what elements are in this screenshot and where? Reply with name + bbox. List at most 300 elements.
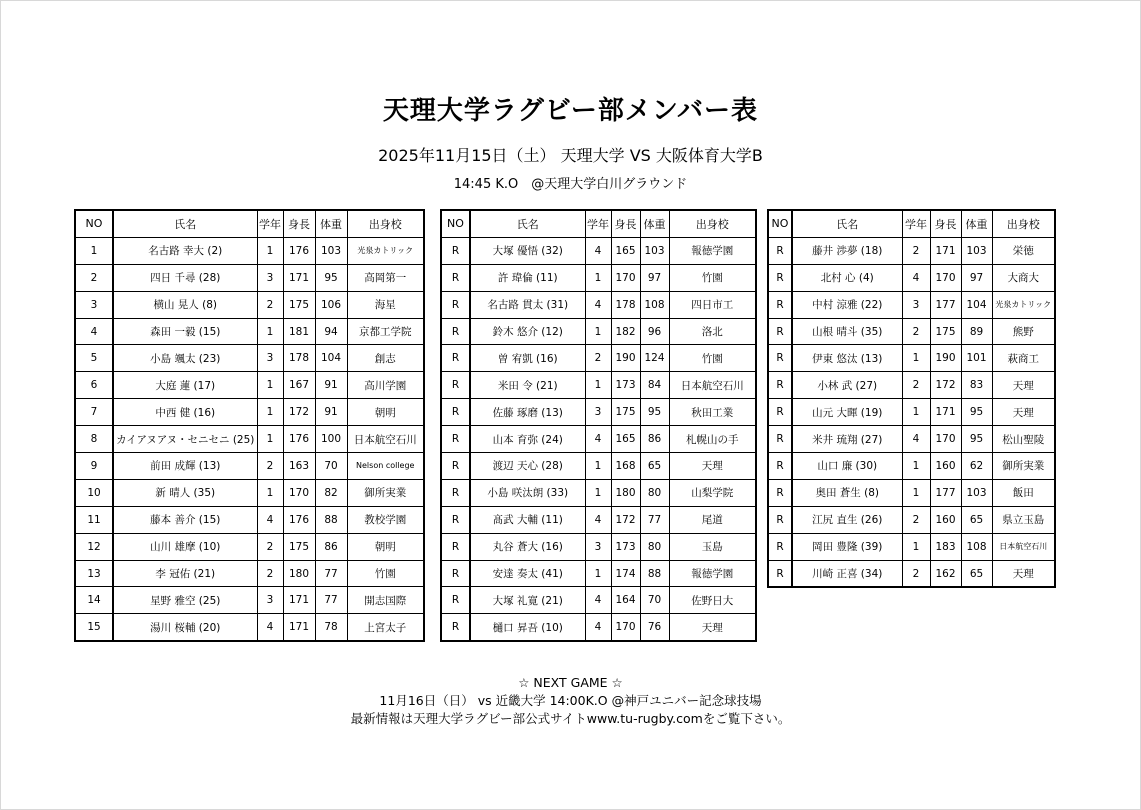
cell-grade: 2 (257, 453, 283, 480)
cell-height: 177 (930, 479, 961, 506)
cell-name: 名古路 貫太 (31) (470, 291, 585, 318)
cell-name: 伊東 悠汰 (13) (792, 345, 902, 372)
cell-grade: 3 (585, 399, 611, 426)
cell-school: 日本航空石川 (347, 426, 424, 453)
cell-no: 14 (75, 587, 113, 614)
cell-school: 大商大 (992, 264, 1055, 291)
cell-height: 176 (283, 506, 315, 533)
cell-name: 小島 咲汰朗 (33) (470, 479, 585, 506)
header-weight: 体重 (315, 210, 347, 237)
cell-weight: 83 (961, 372, 992, 399)
table-row (768, 399, 1055, 426)
cell-name: 小島 颯太 (23) (113, 345, 257, 372)
cell-weight: 106 (315, 291, 347, 318)
table-row (768, 479, 1055, 506)
cell-grade: 1 (902, 399, 930, 426)
cell-height: 171 (930, 399, 961, 426)
header-school: 出身校 (669, 210, 756, 237)
cell-height: 172 (283, 399, 315, 426)
cell-height: 173 (611, 533, 640, 560)
next-game-label: ☆ NEXT GAME ☆ (518, 675, 623, 690)
table-row (441, 614, 756, 641)
cell-school: 天理 (992, 399, 1055, 426)
cell-name: 山口 廉 (30) (792, 453, 902, 480)
cell-no: R (441, 560, 470, 587)
cell-grade: 1 (585, 372, 611, 399)
cell-school: 栄徳 (992, 237, 1055, 264)
cell-weight: 124 (640, 345, 669, 372)
cell-name: 佐藤 琢磨 (13) (470, 399, 585, 426)
cell-grade: 4 (585, 506, 611, 533)
cell-height: 178 (283, 345, 315, 372)
cell-school: 御所実業 (992, 453, 1055, 480)
table-row (75, 479, 424, 506)
header-weight: 体重 (640, 210, 669, 237)
cell-weight: 97 (640, 264, 669, 291)
table-row (75, 426, 424, 453)
cell-grade: 1 (257, 479, 283, 506)
cell-school: 朝明 (347, 533, 424, 560)
cell-grade: 1 (257, 426, 283, 453)
cell-school: 竹園 (669, 345, 756, 372)
cell-height: 170 (930, 264, 961, 291)
cell-grade: 1 (257, 318, 283, 345)
cell-school: 高岡第一 (347, 264, 424, 291)
cell-no: R (768, 372, 792, 399)
cell-no: R (768, 345, 792, 372)
cell-no: 5 (75, 345, 113, 372)
cell-school: 光泉カトリック (347, 237, 424, 264)
cell-weight: 86 (640, 426, 669, 453)
cell-grade: 3 (257, 587, 283, 614)
header-height: 身長 (611, 210, 640, 237)
cell-no: 13 (75, 560, 113, 587)
next-game-info: 11月16日（日） vs 近畿大学 14:00K.O @神戸ユニバー記念球技場 (379, 693, 762, 708)
cell-height: 171 (930, 237, 961, 264)
table-row (441, 587, 756, 614)
table-row (75, 237, 424, 264)
cell-no: 9 (75, 453, 113, 480)
cell-school: 佐野日大 (669, 587, 756, 614)
cell-name: 米田 令 (21) (470, 372, 585, 399)
cell-name: 岡田 豊隆 (39) (792, 533, 902, 560)
cell-grade: 2 (585, 345, 611, 372)
cell-grade: 2 (902, 506, 930, 533)
cell-weight: 89 (961, 318, 992, 345)
cell-no: R (768, 291, 792, 318)
cell-school: 日本航空石川 (992, 533, 1055, 560)
cell-school: 竹園 (669, 264, 756, 291)
cell-grade: 4 (585, 237, 611, 264)
cell-grade: 1 (902, 479, 930, 506)
cell-height: 165 (611, 237, 640, 264)
cell-height: 170 (930, 426, 961, 453)
cell-no: R (768, 560, 792, 587)
cell-grade: 4 (585, 291, 611, 318)
footer (0, 674, 1141, 728)
cell-school: 光泉カトリック (992, 291, 1055, 318)
table-row (441, 264, 756, 291)
table-row (768, 345, 1055, 372)
header-weight: 体重 (961, 210, 992, 237)
cell-height: 180 (611, 479, 640, 506)
cell-weight: 95 (961, 399, 992, 426)
table-row (75, 399, 424, 426)
cell-weight: 77 (315, 560, 347, 587)
cell-weight: 82 (315, 479, 347, 506)
cell-height: 170 (283, 479, 315, 506)
cell-weight: 65 (640, 453, 669, 480)
table-row (75, 587, 424, 614)
table-row (768, 318, 1055, 345)
cell-grade: 4 (257, 614, 283, 641)
cell-weight: 65 (961, 560, 992, 587)
cell-height: 181 (283, 318, 315, 345)
cell-height: 183 (930, 533, 961, 560)
cell-height: 177 (930, 291, 961, 318)
cell-height: 190 (930, 345, 961, 372)
cell-height: 175 (283, 291, 315, 318)
table-row (768, 533, 1055, 560)
site-info: 最新情報は天理大学ラグビー部公式サイトwww.tu-rugby.comをご覧下さい。 (350, 711, 791, 726)
cell-weight: 70 (640, 587, 669, 614)
cell-no: 7 (75, 399, 113, 426)
cell-school: 県立玉島 (992, 506, 1055, 533)
cell-no: 12 (75, 533, 113, 560)
cell-height: 176 (283, 237, 315, 264)
cell-school: 上宮太子 (347, 614, 424, 641)
cell-name: 奥田 蒼生 (8) (792, 479, 902, 506)
cell-grade: 1 (902, 453, 930, 480)
table-row (768, 426, 1055, 453)
cell-no: R (441, 479, 470, 506)
cell-name: 川崎 正喜 (34) (792, 560, 902, 587)
cell-weight: 91 (315, 372, 347, 399)
table-row (75, 506, 424, 533)
cell-name: 山元 大暉 (19) (792, 399, 902, 426)
cell-weight: 70 (315, 453, 347, 480)
table-row (75, 372, 424, 399)
cell-name: 森田 一毅 (15) (113, 318, 257, 345)
cell-height: 178 (611, 291, 640, 318)
cell-name: 丸谷 蒼大 (16) (470, 533, 585, 560)
cell-height: 172 (930, 372, 961, 399)
cell-grade: 1 (585, 560, 611, 587)
cell-school: 京都工学院 (347, 318, 424, 345)
cell-grade: 1 (902, 533, 930, 560)
table-row (768, 560, 1055, 587)
table-row (441, 318, 756, 345)
cell-no: R (441, 345, 470, 372)
cell-name: 山本 育弥 (24) (470, 426, 585, 453)
table-row (441, 372, 756, 399)
cell-school: 報徳学園 (669, 237, 756, 264)
cell-no: 15 (75, 614, 113, 641)
cell-name: 江尻 直生 (26) (792, 506, 902, 533)
cell-grade: 1 (257, 237, 283, 264)
cell-weight: 88 (315, 506, 347, 533)
cell-no: R (441, 264, 470, 291)
cell-grade: 3 (257, 264, 283, 291)
cell-name: 前田 成輝 (13) (113, 453, 257, 480)
header-grade: 学年 (257, 210, 283, 237)
cell-height: 175 (930, 318, 961, 345)
header-no: NO (75, 210, 113, 237)
table-row (441, 345, 756, 372)
cell-grade: 2 (902, 560, 930, 587)
cell-name: 山川 雄摩 (10) (113, 533, 257, 560)
cell-weight: 104 (961, 291, 992, 318)
cell-no: R (441, 372, 470, 399)
cell-weight: 80 (640, 479, 669, 506)
header-name: 氏名 (792, 210, 902, 237)
cell-no: R (768, 318, 792, 345)
cell-name: 藤本 善介 (15) (113, 506, 257, 533)
cell-weight: 108 (961, 533, 992, 560)
cell-no: R (441, 237, 470, 264)
table-row (768, 264, 1055, 291)
cell-height: 167 (283, 372, 315, 399)
cell-school: 報徳学園 (669, 560, 756, 587)
cell-grade: 2 (257, 291, 283, 318)
cell-weight: 97 (961, 264, 992, 291)
cell-weight: 91 (315, 399, 347, 426)
table-row (441, 237, 756, 264)
page-title: 天理大学ラグビー部メンバー表 (382, 96, 759, 126)
cell-height: 173 (611, 372, 640, 399)
table-row (768, 372, 1055, 399)
cell-school: 天理 (992, 372, 1055, 399)
cell-name: 許 瑋倫 (11) (470, 264, 585, 291)
cell-grade: 4 (585, 614, 611, 641)
cell-height: 182 (611, 318, 640, 345)
cell-name: 山根 晴斗 (35) (792, 318, 902, 345)
cell-school: 朝明 (347, 399, 424, 426)
cell-school: 日本航空石川 (669, 372, 756, 399)
cell-weight: 95 (640, 399, 669, 426)
cell-school: 尾道 (669, 506, 756, 533)
table-row (768, 291, 1055, 318)
cell-height: 162 (930, 560, 961, 587)
cell-school: 御所実業 (347, 479, 424, 506)
table-row (75, 453, 424, 480)
cell-no: 10 (75, 479, 113, 506)
cell-name: 中西 健 (16) (113, 399, 257, 426)
header-no: NO (441, 210, 470, 237)
cell-school: 四日市工 (669, 291, 756, 318)
cell-no: R (441, 453, 470, 480)
cell-height: 171 (283, 614, 315, 641)
cell-height: 174 (611, 560, 640, 587)
table-row (441, 399, 756, 426)
cell-no: R (768, 426, 792, 453)
cell-school: 天理 (669, 614, 756, 641)
cell-weight: 101 (961, 345, 992, 372)
cell-weight: 103 (315, 237, 347, 264)
cell-grade: 1 (902, 345, 930, 372)
cell-name: 北村 心 (4) (792, 264, 902, 291)
cell-name: 安達 奏太 (41) (470, 560, 585, 587)
cell-weight: 86 (315, 533, 347, 560)
cell-height: 172 (611, 506, 640, 533)
cell-no: R (768, 399, 792, 426)
cell-no: R (768, 264, 792, 291)
cell-school: 萩商工 (992, 345, 1055, 372)
cell-name: 大庭 蓮 (17) (113, 372, 257, 399)
header-name: 氏名 (470, 210, 585, 237)
table-row (75, 291, 424, 318)
table-row (441, 560, 756, 587)
header-grade: 学年 (902, 210, 930, 237)
cell-school: 創志 (347, 345, 424, 372)
cell-no: R (768, 506, 792, 533)
header-grade: 学年 (585, 210, 611, 237)
cell-weight: 104 (315, 345, 347, 372)
cell-grade: 4 (257, 506, 283, 533)
cell-school: Nelson college (347, 453, 424, 480)
cell-name: 樋口 昇吾 (10) (470, 614, 585, 641)
cell-height: 170 (611, 264, 640, 291)
cell-school: 海星 (347, 291, 424, 318)
cell-height: 175 (283, 533, 315, 560)
cell-no: R (441, 614, 470, 641)
cell-height: 171 (283, 587, 315, 614)
cell-height: 160 (930, 506, 961, 533)
table-row (768, 453, 1055, 480)
header-height: 身長 (283, 210, 315, 237)
cell-name: 大塚 礼寛 (21) (470, 587, 585, 614)
cell-name: 新 晴人 (35) (113, 479, 257, 506)
cell-name: 曽 宥凱 (16) (470, 345, 585, 372)
cell-height: 175 (611, 399, 640, 426)
cell-grade: 2 (902, 318, 930, 345)
cell-height: 160 (930, 453, 961, 480)
cell-name: カイアヌアヌ・セニセニ (25) (113, 426, 257, 453)
cell-no: R (441, 587, 470, 614)
table-row (75, 318, 424, 345)
header-name: 氏名 (113, 210, 257, 237)
cell-name: 藤井 渉夢 (18) (792, 237, 902, 264)
table-header-row (441, 210, 756, 237)
cell-weight: 65 (961, 506, 992, 533)
header-height: 身長 (930, 210, 961, 237)
header-school: 出身校 (992, 210, 1055, 237)
cell-grade: 3 (257, 345, 283, 372)
cell-school: 開志国際 (347, 587, 424, 614)
cell-weight: 84 (640, 372, 669, 399)
cell-no: R (768, 533, 792, 560)
cell-school: 天理 (992, 560, 1055, 587)
cell-grade: 1 (585, 453, 611, 480)
table-row (441, 533, 756, 560)
cell-no: R (441, 426, 470, 453)
table-row (768, 506, 1055, 533)
table-row (441, 479, 756, 506)
roster-table-reserves-1 (440, 209, 757, 642)
table-row (75, 614, 424, 641)
cell-no: 11 (75, 506, 113, 533)
cell-no: R (441, 399, 470, 426)
cell-height: 165 (611, 426, 640, 453)
cell-grade: 1 (585, 318, 611, 345)
cell-height: 163 (283, 453, 315, 480)
table-row (768, 237, 1055, 264)
cell-no: 2 (75, 264, 113, 291)
cell-name: 横山 晃人 (8) (113, 291, 257, 318)
roster-table-reserves-2 (767, 209, 1056, 588)
cell-weight: 76 (640, 614, 669, 641)
cell-weight: 62 (961, 453, 992, 480)
cell-grade: 2 (902, 372, 930, 399)
cell-name: 星野 雅空 (25) (113, 587, 257, 614)
cell-grade: 1 (585, 479, 611, 506)
cell-name: 湯川 桜輔 (20) (113, 614, 257, 641)
cell-school: 札幌山の手 (669, 426, 756, 453)
cell-grade: 3 (902, 291, 930, 318)
cell-weight: 95 (315, 264, 347, 291)
table-row (75, 560, 424, 587)
cell-no: R (441, 318, 470, 345)
cell-weight: 96 (640, 318, 669, 345)
table-header-row (768, 210, 1055, 237)
cell-grade: 4 (585, 426, 611, 453)
cell-height: 180 (283, 560, 315, 587)
cell-grade: 2 (257, 560, 283, 587)
cell-school: 秋田工業 (669, 399, 756, 426)
cell-grade: 4 (585, 587, 611, 614)
cell-weight: 103 (961, 237, 992, 264)
cell-school: 洛北 (669, 318, 756, 345)
cell-no: 8 (75, 426, 113, 453)
table-row (75, 533, 424, 560)
cell-school: 松山聖陵 (992, 426, 1055, 453)
table-row (75, 264, 424, 291)
cell-grade: 4 (902, 426, 930, 453)
cell-height: 170 (611, 614, 640, 641)
cell-name: 髙武 大輔 (11) (470, 506, 585, 533)
cell-no: R (768, 237, 792, 264)
cell-height: 171 (283, 264, 315, 291)
cell-weight: 78 (315, 614, 347, 641)
cell-school: 山梨学院 (669, 479, 756, 506)
cell-weight: 95 (961, 426, 992, 453)
cell-weight: 77 (315, 587, 347, 614)
table-header-row (75, 210, 424, 237)
cell-weight: 88 (640, 560, 669, 587)
cell-weight: 103 (961, 479, 992, 506)
cell-school: 教校学園 (347, 506, 424, 533)
cell-weight: 77 (640, 506, 669, 533)
cell-school: 竹園 (347, 560, 424, 587)
cell-no: 4 (75, 318, 113, 345)
match-info: 2025年11月15日（土） 天理大学 VS 大阪体育大学B (378, 146, 763, 165)
cell-grade: 1 (585, 264, 611, 291)
cell-grade: 1 (257, 399, 283, 426)
cell-height: 190 (611, 345, 640, 372)
header-school: 出身校 (347, 210, 424, 237)
cell-no: R (441, 533, 470, 560)
cell-name: 鈴木 悠介 (12) (470, 318, 585, 345)
cell-weight: 103 (640, 237, 669, 264)
kickoff-info: 14:45 K.O @天理大学白川グラウンド (453, 177, 688, 192)
cell-school: 熊野 (992, 318, 1055, 345)
cell-no: 6 (75, 372, 113, 399)
table-row (441, 291, 756, 318)
cell-school: 飯田 (992, 479, 1055, 506)
cell-school: 天理 (669, 453, 756, 480)
header-no: NO (768, 210, 792, 237)
cell-no: R (441, 291, 470, 318)
